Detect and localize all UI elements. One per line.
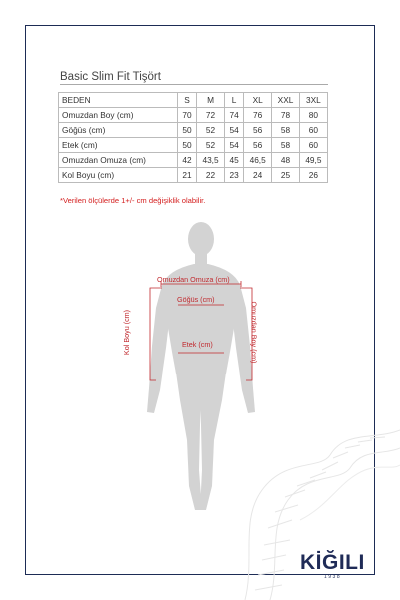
table-cell: 60 (299, 138, 327, 153)
table-cell: 22 (196, 168, 224, 183)
table-cell: 58 (272, 123, 300, 138)
table-cell: 80 (299, 108, 327, 123)
table-cell: 52 (196, 138, 224, 153)
row-label: Omuzdan Omuza (cm) (59, 153, 178, 168)
row-label: Etek (cm) (59, 138, 178, 153)
table-cell: 74 (225, 108, 244, 123)
table-cell: 50 (178, 138, 197, 153)
table-cell: 60 (299, 123, 327, 138)
length-label: Omuzdan Boy (cm) (249, 301, 259, 364)
table-cell: 56 (244, 123, 272, 138)
chest-label: Göğüs (cm) (177, 295, 215, 304)
header-cell: S (178, 93, 197, 108)
table-cell: 78 (272, 108, 300, 123)
header-cell: 3XL (299, 93, 327, 108)
product-title: Basic Slim Fit Tişört (60, 71, 161, 83)
header-cell: XL (244, 93, 272, 108)
table-cell: 45 (225, 153, 244, 168)
table-cell: 70 (178, 108, 197, 123)
header-cell: BEDEN (59, 93, 178, 108)
table-cell: 46,5 (244, 153, 272, 168)
table-cell: 23 (225, 168, 244, 183)
table-cell: 26 (299, 168, 327, 183)
shoulder-label: Omuzdan Omuza (cm) (157, 275, 230, 284)
brand-year: 1938 (324, 574, 342, 580)
body-silhouette (147, 222, 255, 510)
table-cell: 52 (196, 123, 224, 138)
table-cell: 76 (244, 108, 272, 123)
table-cell: 72 (196, 108, 224, 123)
table-cell: 58 (272, 138, 300, 153)
table-cell: 54 (225, 123, 244, 138)
table-cell: 49,5 (299, 153, 327, 168)
tolerance-note: *Verilen ölçülerde 1+/- cm değişiklik olabilir. (60, 196, 206, 205)
table-cell: 21 (178, 168, 197, 183)
row-label: Omuzdan Boy (cm) (59, 108, 178, 123)
header-cell: XXL (272, 93, 300, 108)
brand-logo: KİĞILI (300, 551, 365, 574)
table-cell: 50 (178, 123, 197, 138)
sleeve-label: Kol Boyu (cm) (122, 309, 132, 356)
header-cell: M (196, 93, 224, 108)
table-cell: 25 (272, 168, 300, 183)
header-cell: L (225, 93, 244, 108)
table-cell: 48 (272, 153, 300, 168)
table-cell: 24 (244, 168, 272, 183)
table-cell: 56 (244, 138, 272, 153)
hem-label: Etek (cm) (182, 340, 213, 349)
table-cell: 42 (178, 153, 197, 168)
table-cell: 43,5 (196, 153, 224, 168)
table-cell: 54 (225, 138, 244, 153)
row-label: Göğüs (cm) (59, 123, 178, 138)
row-label: Kol Boyu (cm) (59, 168, 178, 183)
